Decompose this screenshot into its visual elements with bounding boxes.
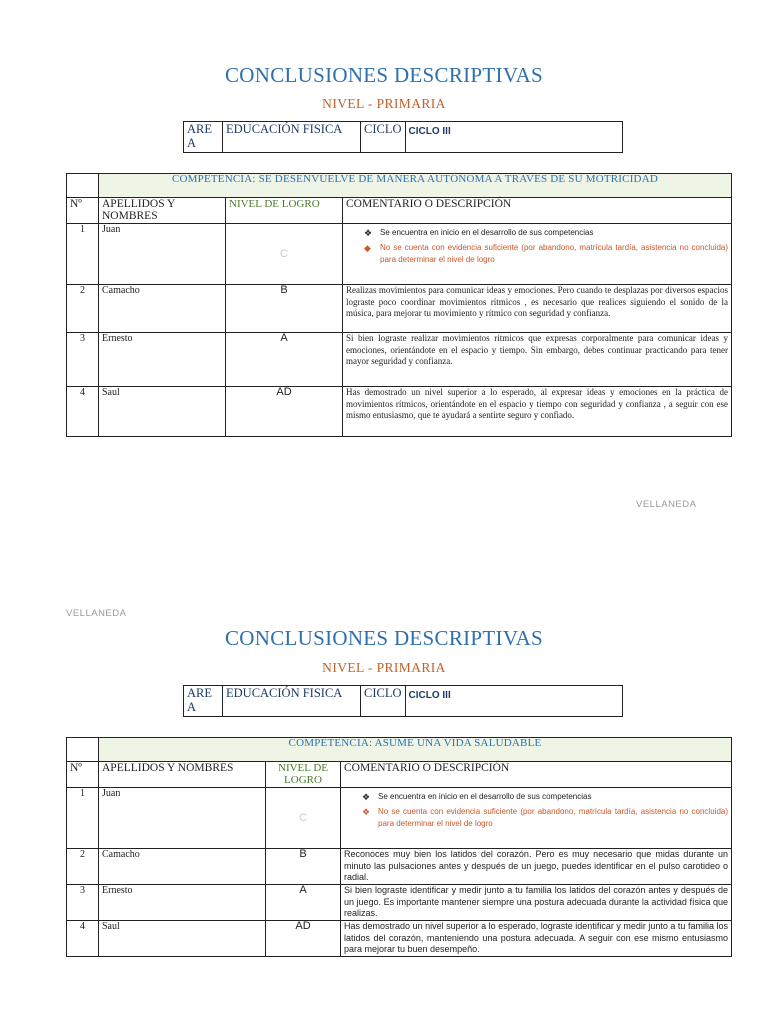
bullet-item: ❖ Se encuentra en inicio en el desarrollo de sus competencias [364, 228, 594, 238]
page-title: CONCLUSIONES DESCRIPTIVAS [224, 626, 544, 650]
header-names: APELLIDOS Y NOMBRES [99, 762, 266, 788]
ciclo-value: CICLO III [405, 686, 623, 717]
row-grade: AD [266, 921, 341, 957]
table-row [67, 788, 732, 849]
row-num: 4 [67, 921, 99, 957]
area-table [183, 121, 623, 153]
row-name: Camacho [99, 849, 266, 885]
row-name: Juan [99, 788, 266, 849]
row-grade: C [266, 788, 341, 849]
header-num: Nº [67, 198, 99, 224]
row-grade: B [226, 285, 343, 333]
row-grade: AD [226, 387, 343, 437]
row-grade: A [226, 333, 343, 387]
row-num: 4 [67, 387, 99, 437]
row-grade: C [226, 224, 343, 285]
row-comment: Reconoces muy bien los latidos del corazón. Pero es muy necesario que midas durante un minuto las pulsaciones antes y después de un juego, puedes identificar en el pulso carotideo o radial. [341, 849, 732, 885]
table-row [67, 849, 732, 885]
table-row [67, 333, 732, 387]
area-table [183, 685, 623, 717]
row-name: Juan [99, 224, 226, 285]
row-name: Saul [99, 387, 226, 437]
bullet-item: ◆ No se cuenta con evidencia suficiente (por abandono, matrícula tardía, asistencia no concluida) para determinar el nivel de logro [364, 243, 728, 264]
page-title: CONCLUSIONES DESCRIPTIVAS [224, 63, 544, 87]
table-row [67, 921, 732, 957]
diamond-bullet-icon: ❖ [364, 228, 373, 238]
row-name: Saul [99, 921, 266, 957]
header-num: Nº [67, 762, 99, 788]
row-name: Ernesto [99, 333, 226, 387]
ciclo-label: CICLO [361, 686, 406, 717]
ciclo-value: CICLO III [405, 122, 623, 153]
diamond-bullet-icon: ❖ [362, 807, 371, 817]
row-comment [343, 224, 732, 285]
competencia-heading: COMPETENCIA: SE DESENVUELVE DE MANERA AUTÓNOMA A TRAVÉS DE SU MOTRICIDAD [99, 174, 732, 198]
row-name: Ernesto [99, 885, 266, 921]
table-row [67, 285, 732, 333]
table-row [67, 885, 732, 921]
conclusions-table [66, 173, 732, 437]
row-comment: Realizas movimientos para comunicar ideas y emociones. Pero cuando te desplazas por diversos espacios lograste poco coordinar movimientos rítmicos , es necesario que realices siguiendo el sonido de la música, para mejorar tu movimiento y rítmico con seguridad y confianza. [343, 285, 732, 333]
header-nivel: NIVEL DE LOGRO [266, 762, 341, 788]
area-value: EDUCACIÓN FISICA [223, 122, 361, 153]
row-num: 2 [67, 849, 99, 885]
row-comment: Si bien lograste realizar movimientos rítmicos que expresas corporalmente para comunicar ideas y emociones, orientándote en el espacio y tiempo. Sin embargo, debes continuar practicando para tener mayor seguridad y confianza. [343, 333, 732, 387]
page-subtitle: NIVEL - PRIMARIA [322, 96, 446, 111]
row-num: 3 [67, 333, 99, 387]
row-num: 1 [67, 224, 99, 285]
row-grade: A [266, 885, 341, 921]
header-comentario: COMENTARIO O DESCRIPCIÓN [341, 762, 732, 788]
page-subtitle: NIVEL - PRIMARIA [322, 660, 446, 675]
row-name: Camacho [99, 285, 226, 333]
bullet-item: ❖ Se encuentra en inicio en el desarrollo de sus competencias [362, 792, 592, 802]
blank-cell [67, 738, 99, 762]
row-comment: Has demostrado un nivel superior a lo esperado, lograste identificar y medir junto a tu familia los latidos del corazón, manteniendo una postura adecuada. A seguir con ese mismo entusiasmo para mejorar tu buen desempeño. [341, 921, 732, 957]
row-num: 2 [67, 285, 99, 333]
competencia-heading: COMPETENCIA: ASUME UNA VIDA SALUDABLE [99, 738, 732, 762]
row-comment: Si bien lograste identificar y medir junto a tu familia los latidos del corazón antes y después de un juego. Es importante mantener siempre una postura adecuada durante la actividad física que realizas. [341, 885, 732, 921]
area-label: ARE A [184, 686, 223, 717]
row-comment: Has demostrado un nivel superior a lo esperado, al expresar ideas y emociones en la práctica de movimientos rítmicos, orientándote en el espacio y tiempo con seguridad y confianza , a seguir con ese mismo entusiasmo, que te ayudará a sentirte seguro y confiado. [343, 387, 732, 437]
header-tag: VELLANEDA [66, 608, 127, 619]
header-names: APELLIDOS Y NOMBRES [99, 198, 226, 224]
diamond-bullet-icon: ❖ [362, 792, 371, 802]
row-comment [341, 788, 732, 849]
area-label: ARE A [184, 122, 223, 153]
diamond-bullet-icon: ◆ [364, 243, 371, 253]
conclusions-table [66, 737, 732, 957]
row-num: 1 [67, 788, 99, 849]
table-row [67, 224, 732, 285]
bullet-item: ❖ No se cuenta con evidencia suficiente (por abandono, matrícula tardía, asistencia no concluida) para determinar el nivel de logro [362, 807, 728, 828]
header-nivel: NIVEL DE LOGRO [226, 198, 343, 224]
row-grade: B [266, 849, 341, 885]
area-value: EDUCACIÓN FISICA [223, 686, 361, 717]
header-comentario: COMENTARIO O DESCRIPCIÓN [343, 198, 732, 224]
ciclo-label: CICLO [361, 122, 406, 153]
blank-cell [67, 174, 99, 198]
table-row [67, 387, 732, 437]
footer-tag: VELLANEDA [636, 499, 697, 510]
row-num: 3 [67, 885, 99, 921]
